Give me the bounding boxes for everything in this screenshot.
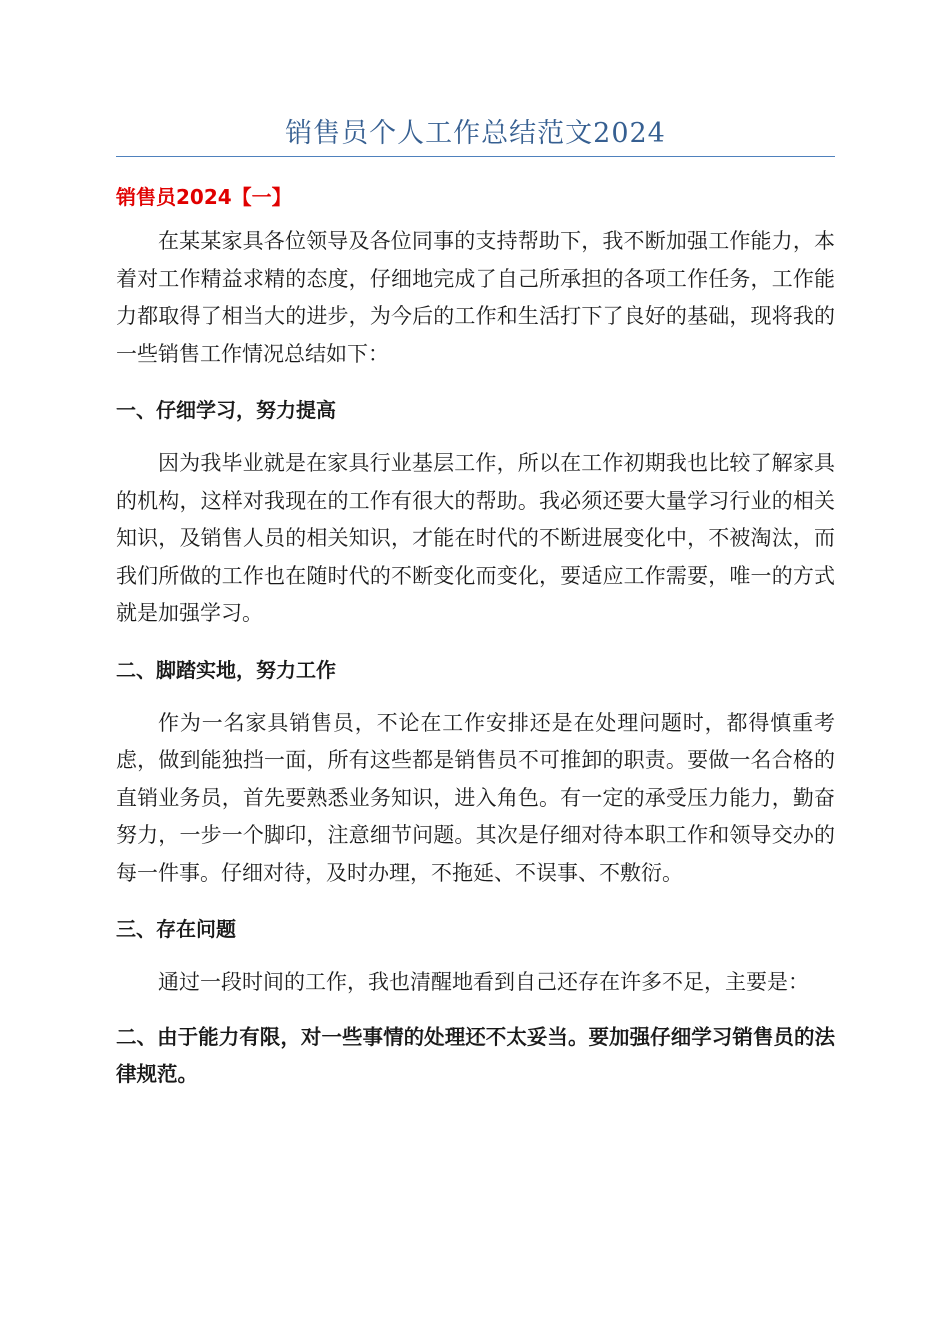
section-heading-3: 三、存在问题 bbox=[116, 917, 236, 941]
section-heading-2: 二、脚踏实地，努力工作 bbox=[116, 657, 336, 682]
section-body-3: 通过一段时间的工作，我也清醒地看到自己还存在许多不足，主要是： bbox=[158, 970, 809, 994]
title-underline bbox=[116, 156, 835, 157]
section-heading-1: 一、仔细学习，努力提高 bbox=[116, 398, 336, 422]
document-title: 销售员个人工作总结范文2024 bbox=[285, 118, 666, 149]
document-page bbox=[116, 112, 835, 1094]
section-body-2: 作为一名家具销售员，不论在工作安排还是在处理问题时，都得慎重考虑，做到能独挡一面，所有这些都是销售员不可推卸的职责。要做一名合格的直销业务员，首先要熟悉业务知识，进入角色。有一定的承受压力能力，勤奋努力，一步一个脚印，注意细节问题。其次是仔细对待本职工作和领导交办的每一件事。仔细对待，及时办理，不拖延、不误事、不敷衍。 bbox=[116, 710, 835, 885]
section-label: 销售员2024【一】 bbox=[116, 185, 292, 209]
closing-bold-paragraph: 二、由于能力有限，对一些事情的处理还不太妥当。要加强仔细学习销售员的法律规范。 bbox=[116, 1024, 835, 1086]
section-body-1: 因为我毕业就是在家具行业基层工作，所以在工作初期我也比较了解家具的机构，这样对我现在的工作有很大的帮助。我必须还要大量学习行业的相关知识，及销售人员的相关知识，才能在时代的不断进展变化中，不被淘汰，而我们所做的工作也在随时代的不断变化而变化，要适应工作需要，唯一的方式就是加强学习。 bbox=[116, 451, 835, 625]
intro-paragraph: 在某某家具各位领导及各位同事的支持帮助下，我不断加强工作能力，本着对工作精益求精的态度，仔细地完成了自己所承担的各项工作任务，工作能力都取得了相当大的进步，为今后的工作和生活打下了良好的基础，现将我的一些销售工作情况总结如下： bbox=[116, 229, 835, 366]
